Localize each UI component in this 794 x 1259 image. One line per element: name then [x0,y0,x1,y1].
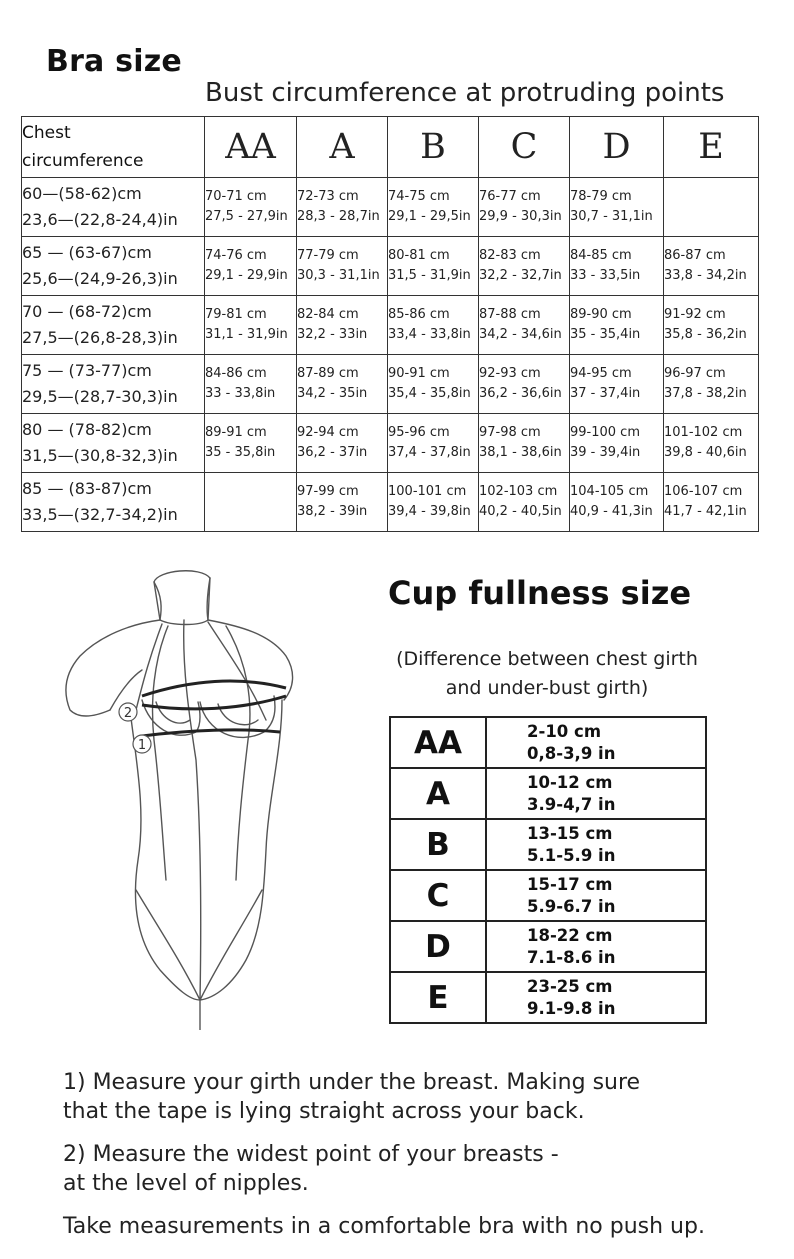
cup-note-line1: (Difference between chest girth [396,648,698,670]
value-in: 35 - 35,8in [205,445,276,460]
cup-fullness-table [389,716,707,1024]
value-in: 34,2 - 34,6in [479,327,562,342]
size-value-cell [297,355,388,414]
size-value-cell [664,473,759,532]
cup-letter: AA [390,717,486,768]
value-in: 29,1 - 29,9in [205,268,288,283]
value-cm: 74-75 cm [388,189,450,204]
cup-diff-cm: 10-12 cm [527,772,613,792]
value-cm: 79-81 cm [205,307,267,322]
cup-difference [486,717,706,768]
value-cm: 101-102 cm [664,425,743,440]
marker-2-label: 2 [123,706,133,721]
cup-diff-in: 5.1-5.9 in [527,845,616,865]
size-table-row [22,414,759,473]
instruction-step-1 [63,1068,640,1126]
cup-row [390,819,706,870]
value-cm: 97-99 cm [297,484,359,499]
size-value-cell [664,178,759,237]
value-cm: 82-83 cm [479,248,541,263]
instruction-note: Take measurements in a comfortable bra with no push up. [63,1214,705,1239]
size-value-cell [570,178,664,237]
cup-diff-cm: 18-22 cm [527,925,613,945]
table-subtitle: Bust circumference at protruding points [205,78,725,108]
value-cm: 72-73 cm [297,189,359,204]
value-cm: 82-84 cm [297,307,359,322]
value-in: 37 - 37,4in [570,386,641,401]
size-value-cell [479,237,570,296]
value-in: 36,2 - 37in [297,445,368,460]
cup-note-line2: and under-bust girth) [445,677,649,699]
size-value-cell [388,473,479,532]
cup-letter: A [390,768,486,819]
chest-in: 27,5—(26,8-28,3)in [22,328,178,347]
cup-diff-cm: 15-17 cm [527,874,613,894]
size-value-cell [664,414,759,473]
size-value-cell [205,473,297,532]
size-table-row [22,296,759,355]
size-value-cell [479,473,570,532]
value-in: 29,1 - 29,5in [388,209,471,224]
size-value-cell [205,296,297,355]
cup-difference [486,768,706,819]
value-in: 39,8 - 40,6in [664,445,747,460]
value-cm: 89-90 cm [570,307,632,322]
value-in: 32,2 - 32,7in [479,268,562,283]
marker-1-label: 1 [137,738,147,753]
size-value-cell [479,296,570,355]
value-in: 35 - 35,4in [570,327,641,342]
mannequin-illustration [50,560,370,1030]
size-value-cell [297,296,388,355]
cup-header: A [297,117,388,178]
cup-difference [486,921,706,972]
cup-letter: E [390,972,486,1023]
cup-diff-cm: 2-10 cm [527,721,602,741]
cup-header: D [570,117,664,178]
cup-letter: B [390,819,486,870]
chest-cell [22,178,205,237]
chest-cell [22,355,205,414]
value-cm: 99-100 cm [570,425,640,440]
size-value-cell [664,296,759,355]
cup-fullness-title: Cup fullness size [388,574,692,612]
cup-diff-in: 0,8-3,9 in [527,743,616,763]
value-in: 31,1 - 31,9in [205,327,288,342]
value-in: 29,9 - 30,3in [479,209,562,224]
value-in: 36,2 - 36,6in [479,386,562,401]
value-in: 28,3 - 28,7in [297,209,380,224]
size-value-cell [664,355,759,414]
size-table-row [22,355,759,414]
page-title: Bra size [46,44,182,79]
size-value-cell [205,237,297,296]
value-cm: 84-85 cm [570,248,632,263]
value-in: 37,4 - 37,8in [388,445,471,460]
cup-header: B [388,117,479,178]
size-value-cell [570,414,664,473]
size-value-cell [479,355,570,414]
value-cm: 104-105 cm [570,484,649,499]
cup-letter: C [390,870,486,921]
value-in: 40,2 - 40,5in [479,504,562,519]
value-in: 31,5 - 31,9in [388,268,471,283]
size-value-cell [479,178,570,237]
value-in: 33,8 - 34,2in [664,268,747,283]
chest-cm: 85 — (83-87)cm [22,479,152,498]
value-in: 40,9 - 41,3in [570,504,653,519]
step2-line2: at the level of nipples. [63,1171,309,1196]
size-value-cell [388,296,479,355]
chest-in: 33,5—(32,7-34,2)in [22,505,178,524]
value-cm: 106-107 cm [664,484,743,499]
cup-row [390,768,706,819]
size-value-cell [664,237,759,296]
step1-line2: that the tape is lying straight across your back. [63,1099,585,1124]
value-cm: 97-98 cm [479,425,541,440]
size-value-cell [479,414,570,473]
size-value-cell [388,237,479,296]
cup-diff-in: 3.9-4,7 in [527,794,616,814]
value-cm: 85-86 cm [388,307,450,322]
cup-letter: D [390,921,486,972]
value-in: 38,2 - 39in [297,504,368,519]
chest-header-line2: circumference [22,151,144,171]
size-value-cell [570,296,664,355]
cup-row [390,972,706,1023]
cup-diff-cm: 13-15 cm [527,823,613,843]
cup-header: E [664,117,759,178]
size-value-cell [388,178,479,237]
size-value-cell [570,355,664,414]
step2-line1: 2) Measure the widest point of your breasts - [63,1142,559,1167]
chest-header [22,117,205,178]
value-in: 38,1 - 38,6in [479,445,562,460]
value-in: 32,2 - 33in [297,327,368,342]
size-value-cell [297,237,388,296]
value-cm: 77-79 cm [297,248,359,263]
value-in: 35,4 - 35,8in [388,386,471,401]
chest-cm: 80 — (78-82)cm [22,420,152,439]
chest-cm: 75 — (73-77)cm [22,361,152,380]
value-in: 27,5 - 27,9in [205,209,288,224]
size-table-row [22,178,759,237]
instruction-step-2 [63,1140,559,1198]
value-in: 37,8 - 38,2in [664,386,747,401]
value-cm: 95-96 cm [388,425,450,440]
value-cm: 74-76 cm [205,248,267,263]
value-cm: 102-103 cm [479,484,558,499]
bra-size-table [21,116,759,532]
value-cm: 92-93 cm [479,366,541,381]
value-cm: 78-79 cm [570,189,632,204]
value-in: 39 - 39,4in [570,445,641,460]
size-value-cell [297,414,388,473]
chest-cm: 70 — (68-72)cm [22,302,152,321]
chest-cell [22,473,205,532]
value-in: 34,2 - 35in [297,386,368,401]
chest-in: 23,6—(22,8-24,4)in [22,210,178,229]
value-cm: 86-87 cm [664,248,726,263]
cup-diff-in: 5.9-6.7 in [527,896,616,916]
value-cm: 87-89 cm [297,366,359,381]
size-table-row [22,237,759,296]
value-cm: 100-101 cm [388,484,467,499]
value-cm: 84-86 cm [205,366,267,381]
cup-header: C [479,117,570,178]
cup-fullness-note [380,645,714,703]
cup-difference [486,870,706,921]
value-in: 41,7 - 42,1in [664,504,747,519]
chest-cm: 65 — (63-67)cm [22,243,152,262]
cup-header: AA [205,117,297,178]
value-cm: 96-97 cm [664,366,726,381]
cup-difference [486,819,706,870]
size-value-cell [205,355,297,414]
value-cm: 91-92 cm [664,307,726,322]
cup-row [390,870,706,921]
value-cm: 94-95 cm [570,366,632,381]
size-value-cell [205,178,297,237]
cup-difference [486,972,706,1023]
value-in: 30,7 - 31,1in [570,209,653,224]
value-cm: 89-91 cm [205,425,267,440]
value-in: 33 - 33,8in [205,386,276,401]
value-in: 33,4 - 33,8in [388,327,471,342]
chest-in: 31,5—(30,8-32,3)in [22,446,178,465]
size-value-cell [388,414,479,473]
size-value-cell [297,178,388,237]
size-value-cell [570,473,664,532]
chest-cell [22,296,205,355]
size-value-cell [297,473,388,532]
size-value-cell [388,355,479,414]
value-cm: 87-88 cm [479,307,541,322]
size-value-cell [205,414,297,473]
chest-in: 29,5—(28,7-30,3)in [22,387,178,406]
cup-diff-cm: 23-25 cm [527,976,613,996]
value-cm: 92-94 cm [297,425,359,440]
value-in: 30,3 - 31,1in [297,268,380,283]
value-cm: 80-81 cm [388,248,450,263]
cup-diff-in: 9.1-9.8 in [527,998,616,1018]
size-value-cell [570,237,664,296]
value-cm: 76-77 cm [479,189,541,204]
chest-in: 25,6—(24,9-26,3)in [22,269,178,288]
value-cm: 70-71 cm [205,189,267,204]
size-table-header-row [22,117,759,178]
cup-row [390,921,706,972]
value-in: 33 - 33,5in [570,268,641,283]
chest-cm: 60—(58-62)cm [22,184,142,203]
chest-cell [22,414,205,473]
value-in: 39,4 - 39,8in [388,504,471,519]
step1-line1: 1) Measure your girth under the breast. Making sure [63,1070,641,1095]
cup-diff-in: 7.1-8.6 in [527,947,616,967]
value-cm: 90-91 cm [388,366,450,381]
chest-cell [22,237,205,296]
value-in: 35,8 - 36,2in [664,327,747,342]
size-table-row [22,473,759,532]
chest-header-line1: Chest [22,123,71,143]
cup-row [390,717,706,768]
